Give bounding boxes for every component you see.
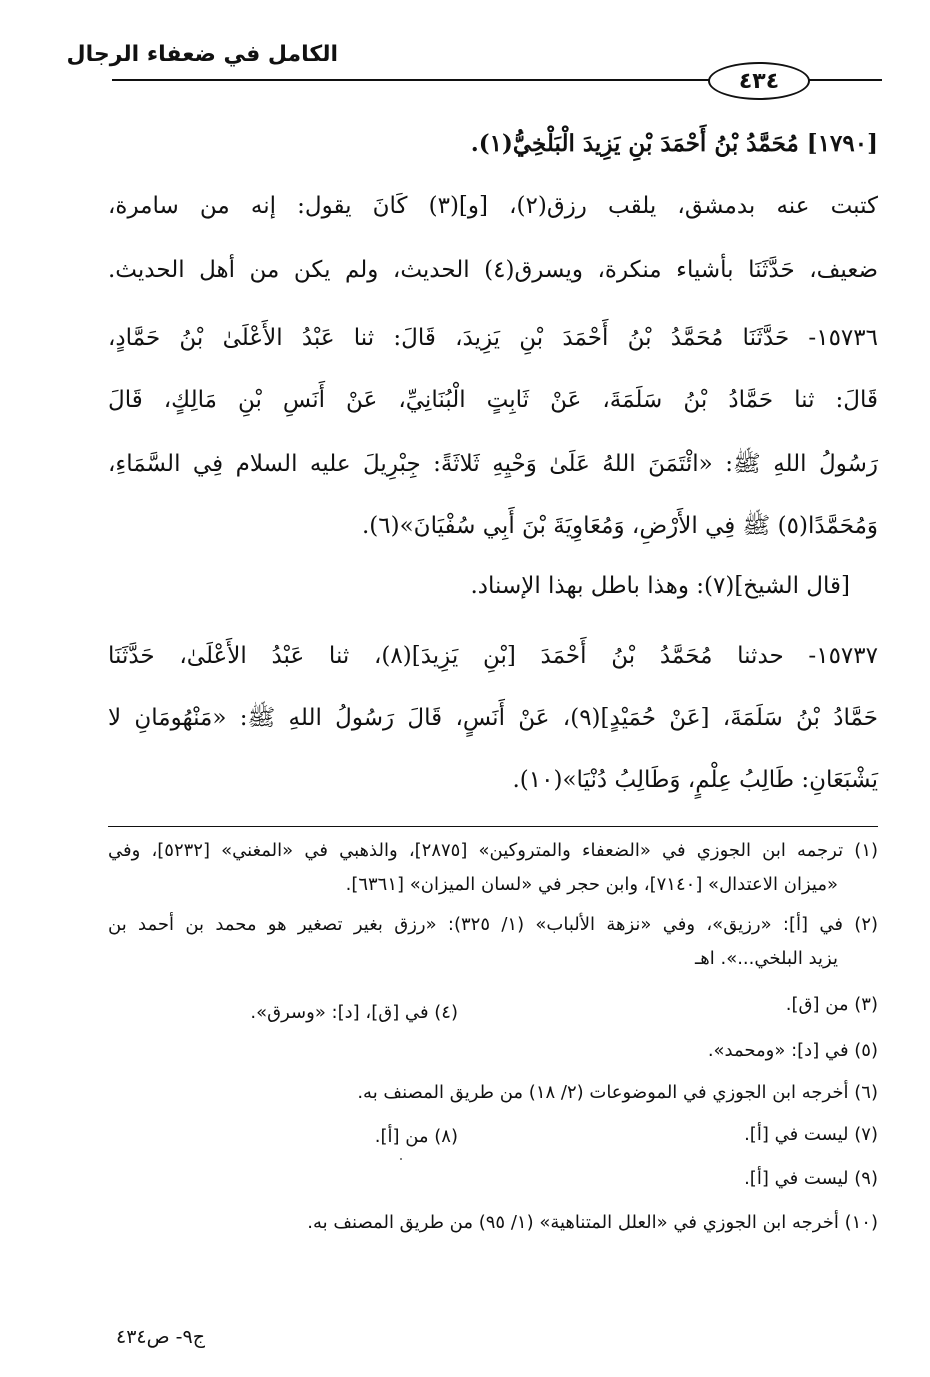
footnote-line: (١) ترجمه ابن الجوزي في «الضعفاء والمتروكين» [٢٨٧٥]، والذهبي في «المغني» [٥٢٣٢]، وفي (108, 840, 879, 861)
footnote-line: (٣) من [ق]. (785, 994, 878, 1015)
footnote-line: «ميزان الاعتدال» [٧١٤٠]، وابن حجر في «لسان الميزان» [٦٣٦١]. (345, 874, 838, 895)
page-number: ٤٣٤ (708, 62, 810, 100)
body-line: ضعيف، حَدَّثَنَا بأشياء منكرة، ويسرق(٤) الحديث، ولم يكن من أهل الحديث. (108, 257, 878, 283)
hadith-line: ١٥٧٣٦- حَدَّثَنَا مُحَمَّدُ بْنُ أَحْمَدَ بْنِ يَزِيدَ، قَالَ: ثنا عَبْدُ الأَعْلَىٰ بْنُ حَمَّادٍ، (108, 325, 878, 351)
footnote-rule (108, 826, 878, 827)
footnote-line: (٧) ليست في [أ]. (744, 1124, 878, 1145)
hadith-line: رَسُولُ اللهِ ﷺ: «ائْتَمَنَ اللهُ عَلَىٰ وَحْيِهِ ثَلاثَةً: جِبْرِيلَ عليه السلام فِي السَّمَاءِ، (108, 451, 878, 477)
footnote-line: (٩) ليست في [أ]. (744, 1168, 878, 1189)
running-head-title: الكامل في ضعفاء الرجال (66, 42, 338, 67)
hadith-line: حَمَّادُ بْنُ سَلَمَةَ، [عَنْ حُمَيْدٍ](٩)، عَنْ أَنَسٍ، قَالَ رَسُولُ اللهِ ﷺ: «مَنْهُومَانِ لا (108, 705, 878, 731)
footnote-line: (٤) في [ق]، [د]: «وسرق». (250, 1002, 458, 1023)
sheikh-comment: [قال الشيخ](٧): وهذا باطل بهذا الإسناد. (470, 573, 850, 599)
footnote-line: يزيد البلخي...». اهـ (694, 948, 838, 969)
hadith-line: ١٥٧٣٧- حدثنا مُحَمَّدُ بْنُ أَحْمَدَ [بْنِ يَزِيدَ](٨)، ثنا عَبْدُ الأَعْلَىٰ، حَدَّثَنَا (108, 643, 878, 669)
footnote-line: (٢) في [أ]: «رزيق»، وفي «نزهة الألباب» (١/ ٣٢٥): «رزق بغير تصغير هو محمد بن أحمد بن (108, 914, 879, 935)
volume-page-signature: ج٩- ص٤٣٤ (116, 1326, 205, 1348)
hadith-line: قَالَ: ثنا حَمَّادُ بْنُ سَلَمَةَ، عَنْ ثَابِتٍ الْبُنَانِيِّ، عَنْ أَنَسِ بْنِ مَالِكٍ، قَالَ (108, 387, 878, 413)
hadith-line: وَمُحَمَّدًا(٥) ﷺ فِي الأَرْضِ، وَمُعَاوِيَةَ بْنَ أَبِي سُفْيَانَ»(٦). (361, 513, 878, 539)
hadith-line: يَشْبَعَانِ: طَالِبُ عِلْمٍ، وَطَالِبُ دُنْيَا»(١٠). (512, 767, 878, 793)
entry-heading: [١٧٩٠] مُحَمَّدُ بْنُ أَحْمَدَ بْنِ يَزِيدَ الْبَلْخِيُّ(١). (470, 130, 878, 157)
footnote-line: (٦) أخرجه ابن الجوزي في الموضوعات (٢/ ١٨) من طريق المصنف به. (357, 1082, 878, 1103)
footnote-line: (١٠) أخرجه ابن الجوزي في «العلل المتناهية» (١/ ٩٥) من طريق المصنف به. (307, 1212, 878, 1233)
print-speck (400, 1158, 402, 1160)
footnote-line: (٥) في [د]: «ومحمد». (707, 1040, 878, 1061)
footnote-line: (٨) من [أ]. (374, 1126, 458, 1147)
body-line: كتبت عنه بدمشق، يلقب رزق(٢)، [و](٣) كَانَ يقول: إنه من سامرة، (108, 193, 879, 219)
